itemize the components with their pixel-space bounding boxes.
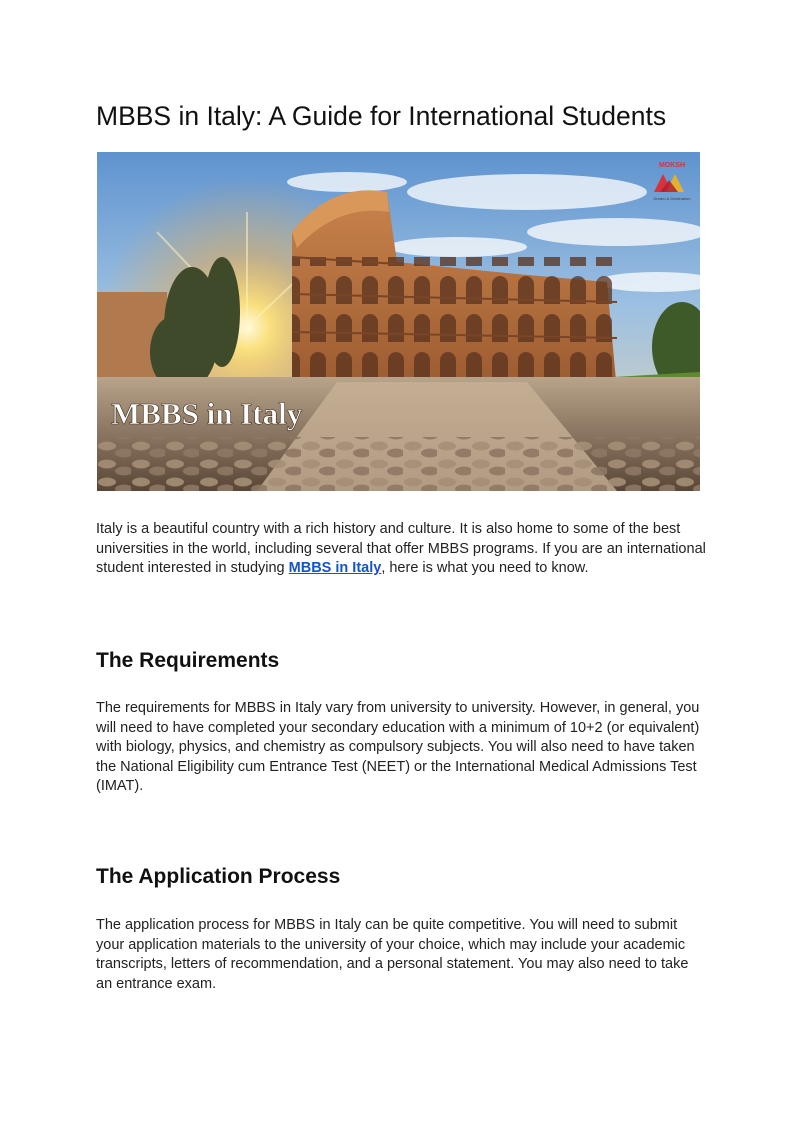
hero-image (97, 152, 700, 491)
requirements-paragraph: The requirements for MBBS in Italy vary from university to university. However, in general, you will need to have completed your secondary education with a minimum of 10+2 (or equivalent) with biology, physics, and chemistry as compulsory subjects. You will also need to have taken the National Eligibility cum Entrance Test (NEET) or the International Medical Admissions Test (IMAT). (96, 700, 700, 794)
svg-text:Dream & Destination: Dream & Destination (653, 196, 691, 201)
section-heading-application-process: The Application Process (96, 865, 341, 888)
page-title: MBBS in Italy: A Guide for International Students (96, 101, 667, 131)
svg-text:MOKSH: MOKSH (658, 162, 686, 169)
application-paragraph: The application process for MBBS in Italy can be quite competitive. You will need to submit your application materials to the university of your choice, which may include your academic transcripts, letters of recommendation, and a personal statement. You may also need to take an entrance exam. (96, 917, 689, 992)
mbbs-in-italy-link[interactable]: MBBS in Italy (288, 560, 382, 576)
intro-paragraph: Italy is a beautiful country with a rich history and culture. It is also home to some of the best universities in the world, including several that offer MBBS programs. If you are an international student interested in studying MBBS in Italy, here is what you need to know. (96, 521, 706, 576)
section-heading-requirements: The Requirements (96, 649, 280, 672)
hero-overlay-text: MBBS in Italy (111, 396, 303, 431)
